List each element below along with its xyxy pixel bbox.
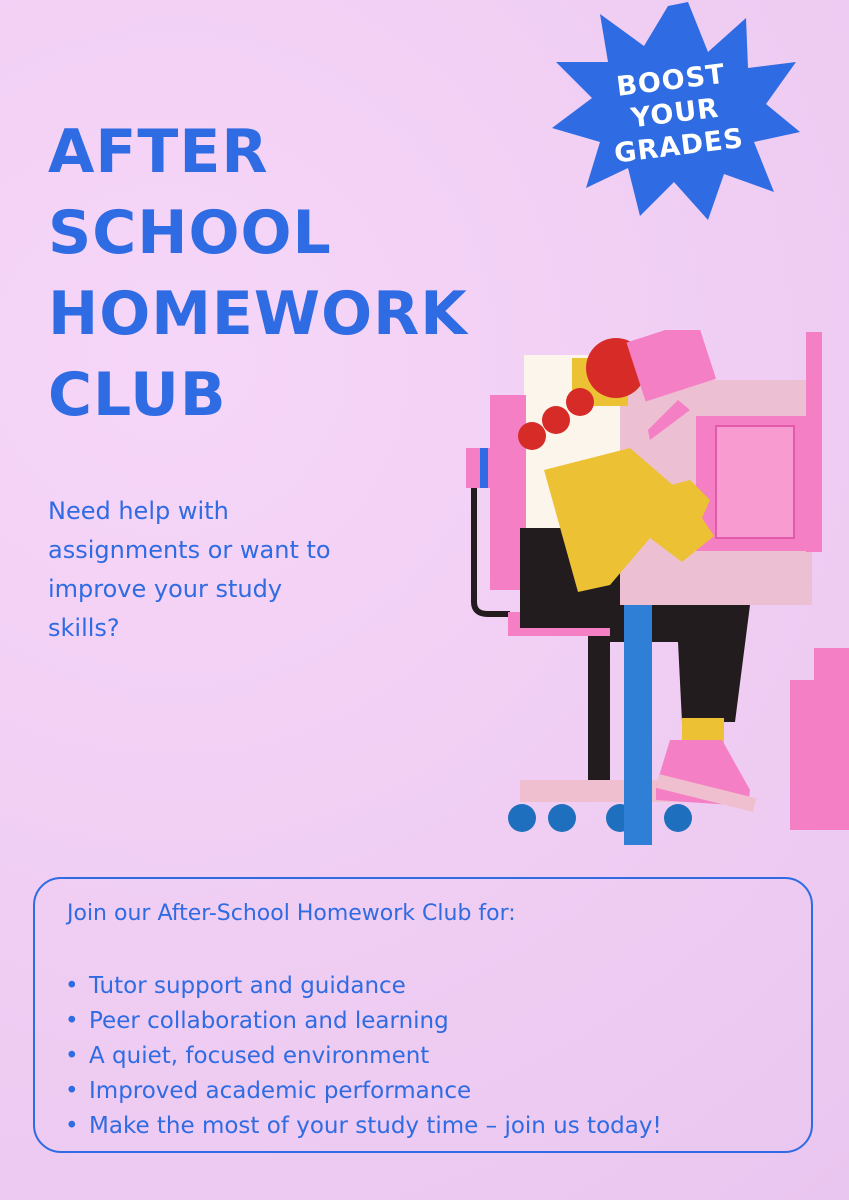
title-line: CLUB [48,360,227,430]
list-item [65,1109,662,1144]
bullet-icon: • [65,1113,79,1139]
benefits-intro: Join our After-School Homework Club for: [67,901,516,926]
side-shelf [790,680,849,830]
bullet-icon: • [65,1008,79,1034]
list-item-text: Make the most of your study time – join us today! [89,1113,662,1139]
side-shelf-top [814,648,849,688]
flyer-title [48,112,468,436]
chair-wheel [508,804,536,832]
bullet-icon: • [65,1043,79,1069]
starburst-badge [548,0,802,222]
list-item-text: Peer collaboration and learning [89,1008,449,1034]
hair-bead [518,422,546,450]
hair-bead [542,406,570,434]
list-item [65,1074,662,1109]
flyer-subtitle: Need help with assignments or want to improve your study skills? [48,497,331,642]
desk-leg-blue [624,605,652,845]
chair-arm-blue [480,448,488,488]
benefits-box [33,877,813,1153]
list-item [65,1039,662,1074]
desk-lamp-pole [806,332,822,552]
list-item [65,969,662,1004]
benefits-list [65,969,662,1144]
student-desk-illustration [460,330,849,850]
bullet-icon: • [65,1078,79,1104]
bullet-icon: • [65,973,79,999]
badge-line: YOUR [629,92,721,135]
list-item [65,1004,662,1039]
chair-arm [466,448,492,488]
title-line: SCHOOL [48,198,332,268]
hair-bead [566,388,594,416]
title-line: HOMEWORK [48,279,468,349]
badge-line: BOOST [614,58,728,103]
list-item-text: Improved academic performance [89,1078,472,1104]
chair-post [588,636,610,786]
list-item-text: Tutor support and guidance [89,973,406,999]
title-line: AFTER [48,117,269,187]
laptop-screen [716,426,794,538]
badge-line: GRADES [612,122,746,170]
list-item-text: A quiet, focused environment [89,1043,430,1069]
chair-wheel [664,804,692,832]
chair-wheel [548,804,576,832]
